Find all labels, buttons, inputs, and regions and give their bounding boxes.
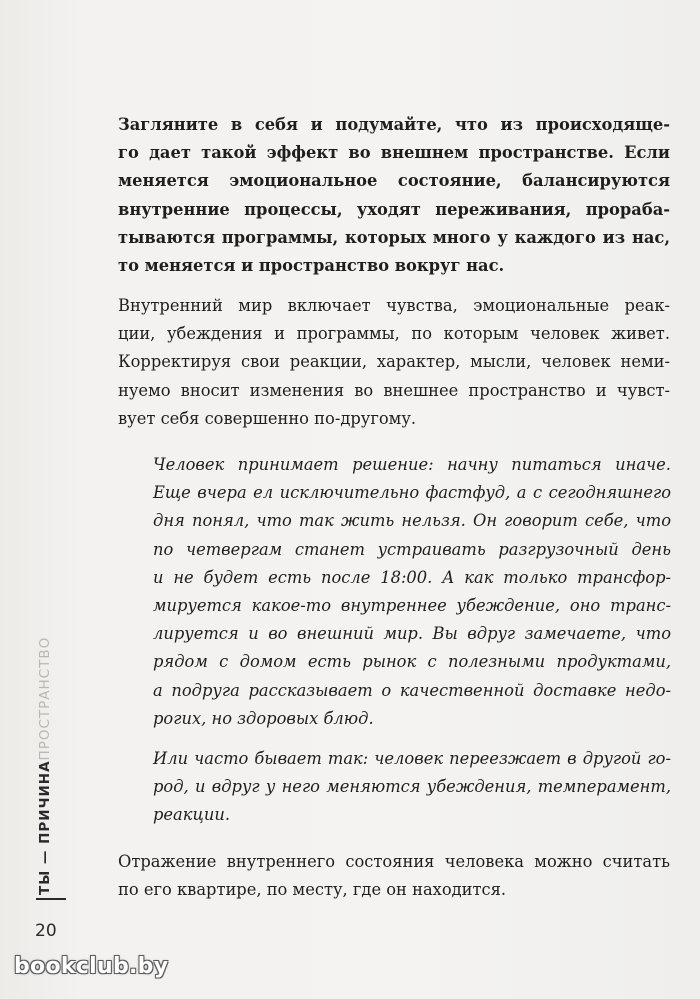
text-line: то меняется и пространство вокруг нас. <box>118 256 505 276</box>
page-number: 20 <box>35 921 57 941</box>
paragraph-bold-intro <box>118 111 670 280</box>
text-line: го дает такой эффект во внешнем пространстве. Если <box>118 143 670 163</box>
text-line: мируется какое-то внутреннее убеждение, оно транс- <box>153 596 671 616</box>
text-line: внутренние процессы, уходят переживания, прораба- <box>118 199 670 219</box>
running-head-show-through: ПРОСТРАНСТВО <box>37 636 53 761</box>
paragraph-reflection <box>118 848 670 904</box>
text-line: Еще вчера ел исключительно фастфуд, а с сегодняшнего <box>153 483 671 503</box>
text-line: меняется эмоциональное состояние, балансируются <box>118 171 670 191</box>
watermark-logo: bookclub.by <box>14 954 169 979</box>
text-line: ции, убеждения и программы, по которым человек живет. <box>118 324 670 344</box>
text-line: Внутренний мир включает чувства, эмоциональные реак- <box>118 296 670 315</box>
text-line: по его квартире, по месту, где он находится. <box>118 880 507 900</box>
text-line: рядом с домом есть рынок с полезными продуктами, <box>153 652 671 672</box>
text-line: Загляните в себя и подумайте, что из происходяще- <box>118 115 670 134</box>
running-head-title: ТЫ — ПРИЧИНА <box>37 760 53 895</box>
text-line: а подруга рассказывает о качественной доставке недо- <box>153 680 671 700</box>
paragraph-inner-world <box>118 292 670 433</box>
paragraph-example-relocation <box>153 745 671 830</box>
text-line: род, и вдруг у него меняются убеждения, темперамент, <box>153 777 671 797</box>
running-head-rule <box>36 898 66 900</box>
text-line: нуемо вносит изменения во внешнее пространство и чувст- <box>118 380 670 400</box>
text-line: Отражение внутреннего состояния человека можно считать <box>118 852 670 871</box>
running-head <box>37 637 53 895</box>
text-line: и не будет есть после 18:00. А как только трансфор- <box>153 567 671 587</box>
text-line: дня понял, что так жить нельзя. Он говорит себе, что <box>153 511 671 531</box>
text-line: рогих, но здоровых блюд. <box>153 708 374 728</box>
text-line: лируется и во внешний мир. Вы вдруг замечаете, что <box>153 624 671 644</box>
text-line: вует себя совершенно по-другому. <box>118 408 417 428</box>
text-line: реакции. <box>153 805 230 825</box>
text-line: по четвергам станет устраивать разгрузочный день <box>153 539 671 559</box>
text-line: Или часто бывает так: человек переезжает в другой го- <box>153 749 671 768</box>
paragraph-example-italic <box>153 451 671 733</box>
text-line: Корректируя свои реакции, характер, мысли, человек неми- <box>118 352 670 372</box>
text-line: тываются программы, которых много у каждого из нас, <box>118 227 670 247</box>
text-line: Человек принимает решение: начну питаться иначе. <box>153 455 671 474</box>
